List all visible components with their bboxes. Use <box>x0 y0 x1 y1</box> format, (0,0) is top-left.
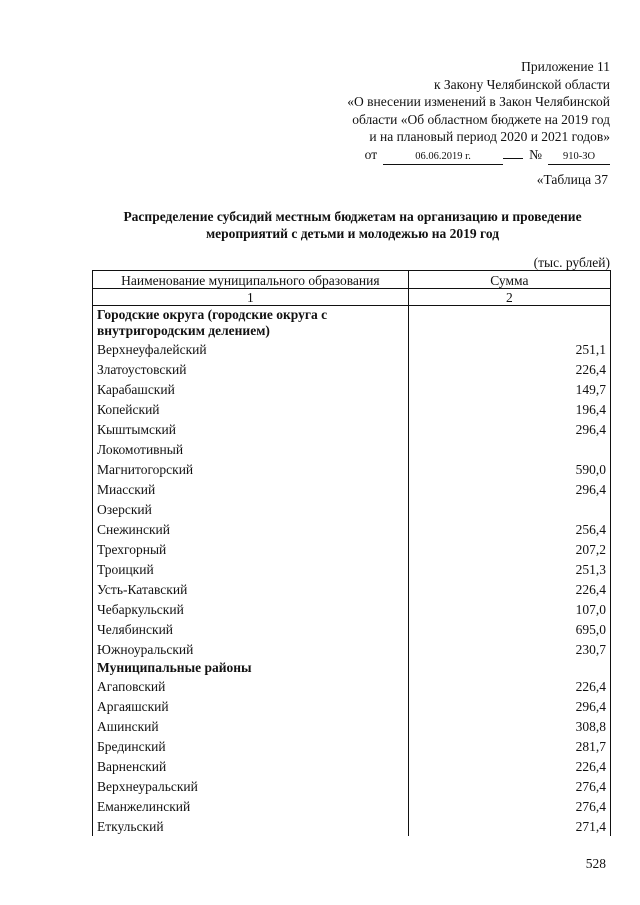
table-row <box>93 559 611 579</box>
subsidy-amount <box>408 439 610 459</box>
subsidy-amount: 695,0 <box>408 619 610 639</box>
subsidy-amount: 296,4 <box>408 696 610 716</box>
table-row <box>93 716 611 736</box>
column-header-name: Наименование муниципального образования <box>93 271 409 289</box>
subsidy-amount <box>408 499 610 519</box>
page-number: 528 <box>585 856 606 871</box>
municipality-name: Южноуральский <box>93 639 409 659</box>
table-label: «Таблица 37 <box>536 172 608 187</box>
subsidy-amount: 226,4 <box>408 756 610 776</box>
appendix-label: Приложение 11 <box>521 59 610 74</box>
law-date: 06.06.2019 г. <box>383 150 503 165</box>
section-sum-cell <box>408 306 610 340</box>
table-row <box>93 639 611 659</box>
municipality-name: Кыштымский <box>93 419 409 439</box>
municipality-name: Миасский <box>93 479 409 499</box>
table-row <box>93 339 611 359</box>
subsidy-table <box>92 270 611 836</box>
column-index-row <box>93 289 611 306</box>
from-label: от <box>364 146 378 162</box>
municipality-name: Верхнеуральский <box>93 776 409 796</box>
municipality-name: Копейский <box>93 399 409 419</box>
law-title-line-1: «О внесении изменений в Закон Челябинской <box>347 94 610 109</box>
subsidy-amount: 308,8 <box>408 716 610 736</box>
subsidy-amount: 230,7 <box>408 639 610 659</box>
municipality-name: Аргаяшский <box>93 696 409 716</box>
section-row <box>93 659 611 676</box>
table-header-row <box>93 271 611 289</box>
table-row <box>93 736 611 756</box>
table-row <box>93 676 611 696</box>
document-title: Распределение субсидий местным бюджетам на организацию и проведение мероприятий с детьми и молодежью на 2019 год <box>123 209 582 241</box>
subsidy-amount: 276,4 <box>408 796 610 816</box>
section-row <box>93 306 611 340</box>
municipality-name: Троицкий <box>93 559 409 579</box>
municipality-name: Еманжелинский <box>93 796 409 816</box>
column-index-1: 1 <box>93 289 409 306</box>
subsidy-amount: 226,4 <box>408 579 610 599</box>
subsidy-amount: 256,4 <box>408 519 610 539</box>
document-header <box>290 58 610 165</box>
column-header-sum: Сумма <box>408 271 610 289</box>
table-row <box>93 439 611 459</box>
municipality-name: Челябинский <box>93 619 409 639</box>
subsidy-amount: 296,4 <box>408 479 610 499</box>
section-title: Муниципальные районы <box>93 659 409 676</box>
table-row <box>93 796 611 816</box>
law-date-number <box>290 146 610 165</box>
number-label: № <box>529 146 542 162</box>
table-row <box>93 359 611 379</box>
subsidy-amount: 207,2 <box>408 539 610 559</box>
law-title-line-2: области «Об областном бюджете на 2019 год <box>352 111 610 127</box>
subsidy-amount: 196,4 <box>408 399 610 419</box>
table-row <box>93 619 611 639</box>
municipality-name: Чебаркульский <box>93 599 409 619</box>
table-row <box>93 379 611 399</box>
subsidy-amount: 226,4 <box>408 676 610 696</box>
underline-gap <box>503 158 523 159</box>
subsidy-amount: 271,4 <box>408 816 610 836</box>
table-row <box>93 479 611 499</box>
municipality-name: Озерский <box>93 499 409 519</box>
municipality-name: Трехгорный <box>93 539 409 559</box>
table-row <box>93 599 611 619</box>
municipality-name: Ашинский <box>93 716 409 736</box>
municipality-name: Карабашский <box>93 379 409 399</box>
subsidy-amount: 590,0 <box>408 459 610 479</box>
law-title-line-3: и на плановый период 2020 и 2021 годов» <box>369 129 610 144</box>
municipality-name: Брединский <box>93 736 409 756</box>
municipality-name: Еткульский <box>93 816 409 836</box>
subsidy-amount: 226,4 <box>408 359 610 379</box>
table-row <box>93 816 611 836</box>
table-row <box>93 499 611 519</box>
municipality-name: Снежинский <box>93 519 409 539</box>
subsidy-amount: 296,4 <box>408 419 610 439</box>
section-sum-cell <box>408 659 610 676</box>
municipality-name: Варненский <box>93 756 409 776</box>
table-row <box>93 579 611 599</box>
table-row <box>93 459 611 479</box>
law-reference: к Закону Челябинской области <box>433 76 610 92</box>
table-row <box>93 399 611 419</box>
table-row <box>93 539 611 559</box>
municipality-name: Златоустовский <box>93 359 409 379</box>
section-title: Городские округа (городские округа с внутригородским делением) <box>93 306 409 340</box>
municipality-name: Агаповский <box>93 676 409 696</box>
subsidy-amount: 251,3 <box>408 559 610 579</box>
municipality-name: Магнитогорский <box>93 459 409 479</box>
municipality-name: Усть-Катавский <box>93 579 409 599</box>
table-row <box>93 756 611 776</box>
units-label: (тыс. рублей) <box>533 255 610 270</box>
subsidy-amount: 276,4 <box>408 776 610 796</box>
subsidy-amount: 251,1 <box>408 339 610 359</box>
subsidy-amount: 281,7 <box>408 736 610 756</box>
municipality-name: Локомотивный <box>93 439 409 459</box>
table-row <box>93 519 611 539</box>
subsidy-amount: 107,0 <box>408 599 610 619</box>
table-row <box>93 419 611 439</box>
table-row <box>93 776 611 796</box>
table-row <box>93 696 611 716</box>
municipality-name: Верхнеуфалейский <box>93 339 409 359</box>
column-index-2: 2 <box>408 289 610 306</box>
subsidy-amount: 149,7 <box>408 379 610 399</box>
table-body <box>93 289 611 837</box>
law-number: 910-ЗО <box>548 150 610 165</box>
